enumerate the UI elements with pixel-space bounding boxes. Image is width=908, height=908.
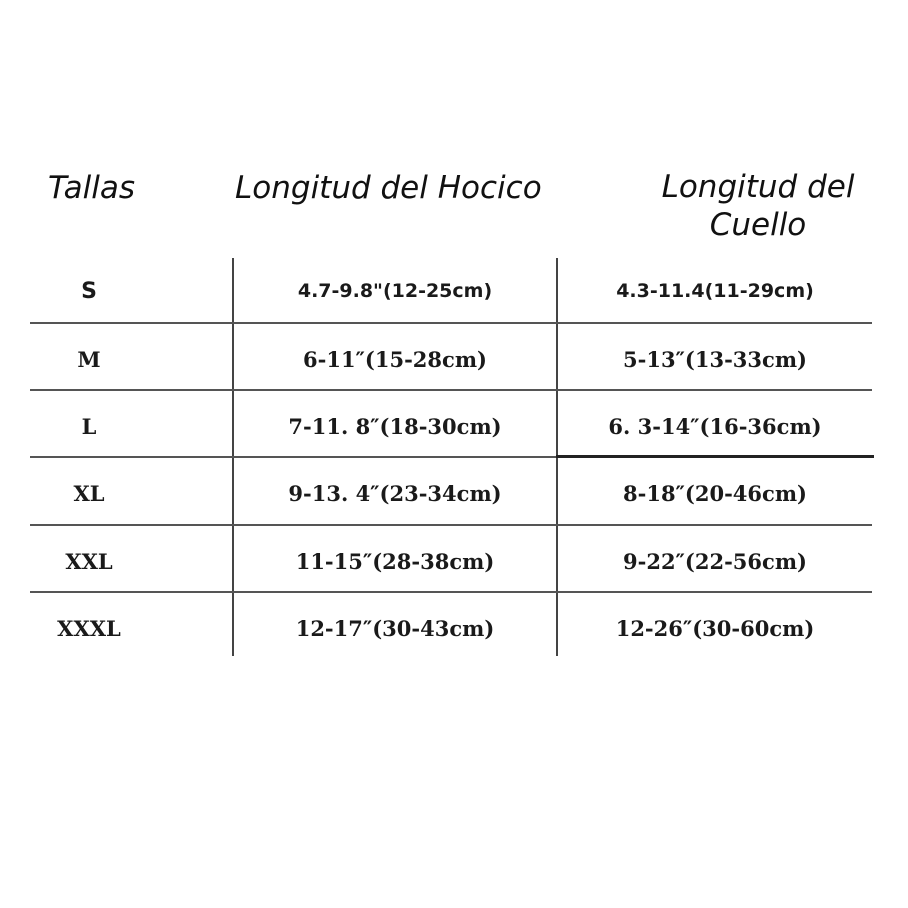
size-cell: XXL [65,549,113,574]
muzzle-length-cell: 4.7-9.8"(12-25cm) [297,280,493,302]
row-divider [556,455,874,458]
header-neck-length: Longitud del Cuello [661,169,855,243]
neck-length-cell: 5-13″(13-33cm) [623,347,807,372]
neck-length-cell: 12-26″(30-60cm) [615,616,815,641]
size-cell: XXXL [57,616,121,641]
muzzle-length-cell: 11-15″(28-38cm) [295,549,495,574]
row-divider [30,456,556,458]
row-divider [30,591,872,593]
neck-length-cell: 9-22″(22-56cm) [623,549,807,574]
row-divider [30,322,872,324]
row-divider [30,524,872,526]
muzzle-length-cell: 6-11″(15-28cm) [303,347,487,372]
muzzle-length-cell: 7-11. 8″(18-30cm) [288,414,502,439]
size-cell: XL [73,481,105,506]
muzzle-length-cell: 9-13. 4″(23-34cm) [288,481,502,506]
neck-length-cell: 8-18″(20-46cm) [623,481,807,506]
size-cell: L [81,414,97,439]
size-cell: S [81,279,97,304]
neck-length-cell: 6. 3-14″(16-36cm) [608,414,822,439]
size-cell: M [77,347,101,372]
header-sizes: Tallas [48,170,136,206]
header-muzzle-length: Longitud del Hocico [235,170,542,206]
row-divider [30,389,872,391]
neck-length-cell: 4.3-11.4(11-29cm) [616,280,814,302]
muzzle-length-cell: 12-17″(30-43cm) [295,616,495,641]
